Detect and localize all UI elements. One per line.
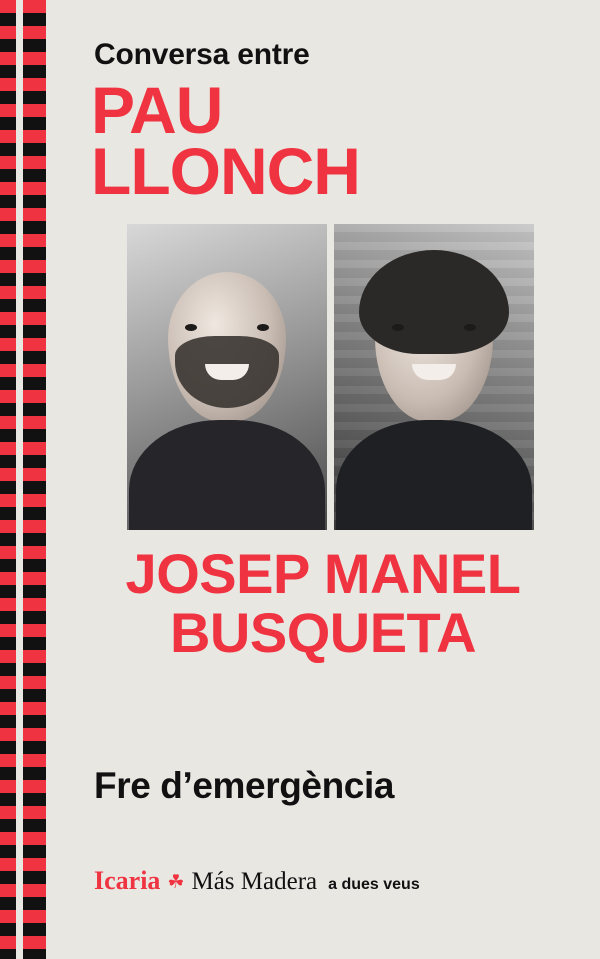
portrait-josep-manel-busqueta: [334, 224, 534, 530]
stripe-bar-gap: [16, 0, 23, 959]
portrait-group: [46, 224, 600, 540]
publisher-footer: [94, 866, 420, 896]
book-subtitle: Fre d’emergència: [94, 765, 395, 806]
decorative-stripe-bar: [0, 0, 46, 959]
collection-name: Más Madera: [191, 868, 318, 895]
author-top-line-2: LLONCH: [91, 134, 360, 209]
author-bottom-line-2: BUSQUETA: [169, 600, 477, 664]
portrait-eye-right: [257, 324, 269, 331]
portrait-eye-left: [392, 324, 404, 331]
publisher-name: Icaria: [94, 866, 161, 895]
portrait-pau-llonch: [127, 224, 327, 530]
portrait-eye-left: [185, 324, 197, 331]
cover-kicker: Conversa entre: [94, 38, 310, 71]
clover-icon: ☘: [167, 872, 185, 893]
author-top-line-1: PAU: [91, 73, 223, 147]
portrait-eye-right: [464, 324, 476, 331]
subcollection-name: a dues veus: [328, 876, 420, 893]
cover-content: [46, 0, 600, 959]
author-top-name: [91, 73, 360, 209]
author-bottom-line-1: JOSEP MANEL: [125, 542, 521, 605]
author-bottom-name: [46, 542, 600, 664]
